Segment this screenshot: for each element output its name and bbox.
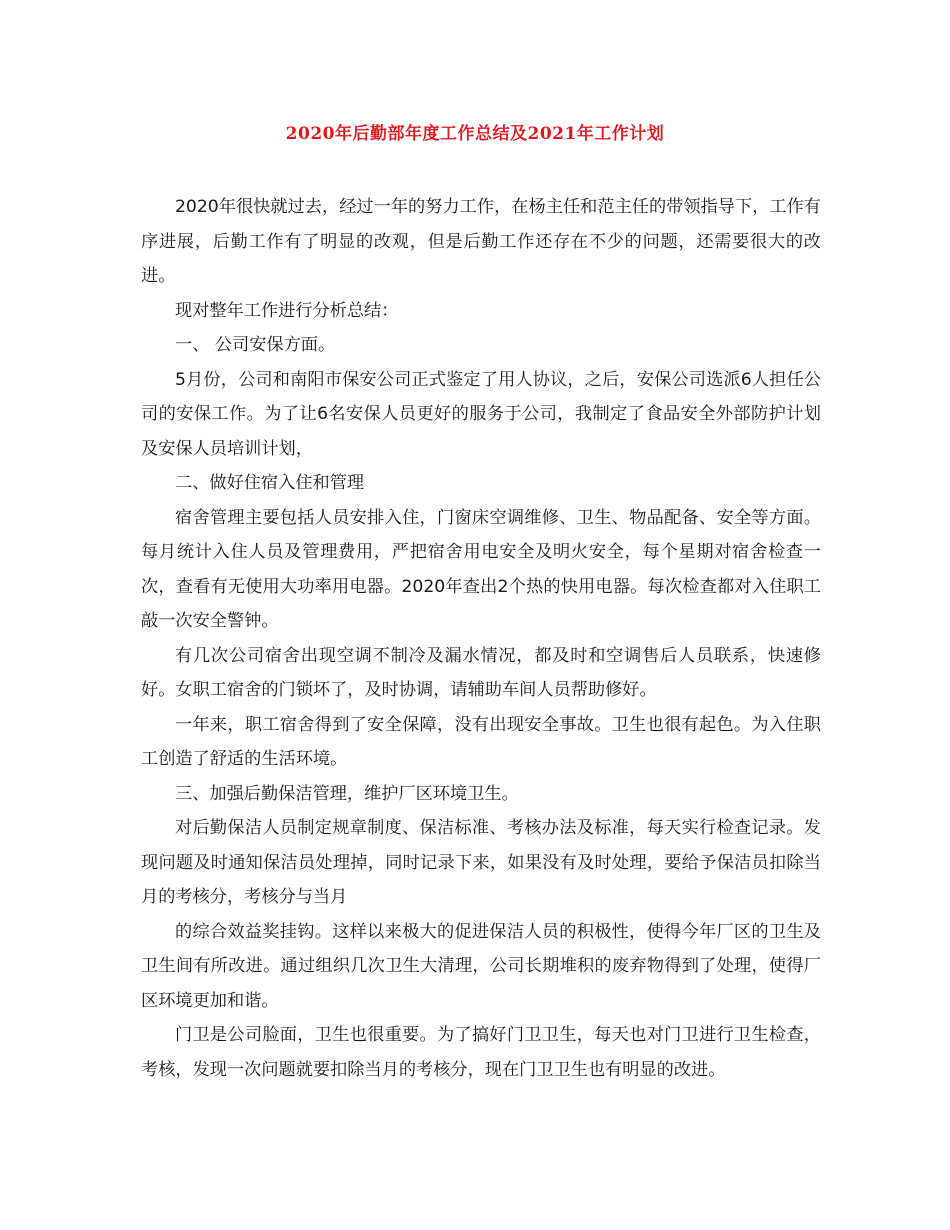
paragraph-dormitory-management: 宿舍管理主要包括人员安排入住，门窗床空调维修、卫生、物品配备、安全等方面。每月统计入住人员及管理费用，严把宿舍用电安全及明火安全，每个星期对宿舍检查一次，查看有无使用大功率用电器。2020年查出2个热的快用电器。每次检查都对入住职工敲一次安全警钟。 [141, 507, 821, 631]
document-title: 2020年后勤部年度工作总结及2021年工作计划 [285, 124, 665, 144]
paragraph-cleaning-results: 的综合效益奖挂钩。这样以来极大的促进保洁人员的积极性，使得今年厂区的卫生及卫生间有所改进。通过组织几次卫生大清理，公司长期堆积的废弃物得到了处理，使得厂区环境更加和谐。 [141, 921, 821, 1011]
paragraph-summary-lead: 现对整年工作进行分析总结： [175, 300, 399, 321]
paragraph-intro: 2020年很快就过去，经过一年的努力工作，在杨主任和范主任的带领指导下，工作有序进展，后勤工作有了明显的改观，但是后勤工作还存在不少的问题，还需要很大的改进。 [141, 197, 821, 286]
document-body [141, 190, 821, 1087]
paragraph-cleaning-rules: 对后勤保洁人员制定规章制度、保洁标准、考核办法及标准，每天实行检查记录。发现问题及时通知保洁员处理掉，同时记录下来，如果没有及时处理，要给予保洁员扣除当月的考核分，考核分与当月 [141, 818, 821, 907]
section-heading-security: 一、 公司安保方面。 [175, 335, 336, 355]
paragraph-dormitory-repairs: 有几次公司宿舍出现空调不制冷及漏水情况，都及时和空调售后人员联系，快速修好。女职工宿舍的门锁坏了，及时协调，请辅助车间人员帮助修好。 [141, 645, 821, 700]
paragraph-gatehouse: 门卫是公司脸面，卫生也很重要。为了搞好门卫卫生，每天也对门卫进行卫生检查，考核，发现一次问题就要扣除当月的考核分，现在门卫卫生也有明显的改进。 [141, 1025, 821, 1080]
paragraph-security: 5月份，公司和南阳市保安公司正式鉴定了用人协议，之后，安保公司选派6人担任公司的安保工作。为了让6名安保人员更好的服务于公司，我制定了食品安全外部防护计划及安保人员培训计划， [141, 369, 821, 459]
paragraph-dormitory-result: 一年来，职工宿舍得到了安全保障，没有出现安全事故。卫生也很有起色。为入住职工创造了舒适的生活环境。 [141, 714, 821, 769]
section-heading-dormitory: 二、做好住宿入住和管理 [175, 473, 365, 493]
section-heading-cleaning: 三、加强后勤保洁管理，维护厂区环境卫生。 [175, 783, 519, 804]
